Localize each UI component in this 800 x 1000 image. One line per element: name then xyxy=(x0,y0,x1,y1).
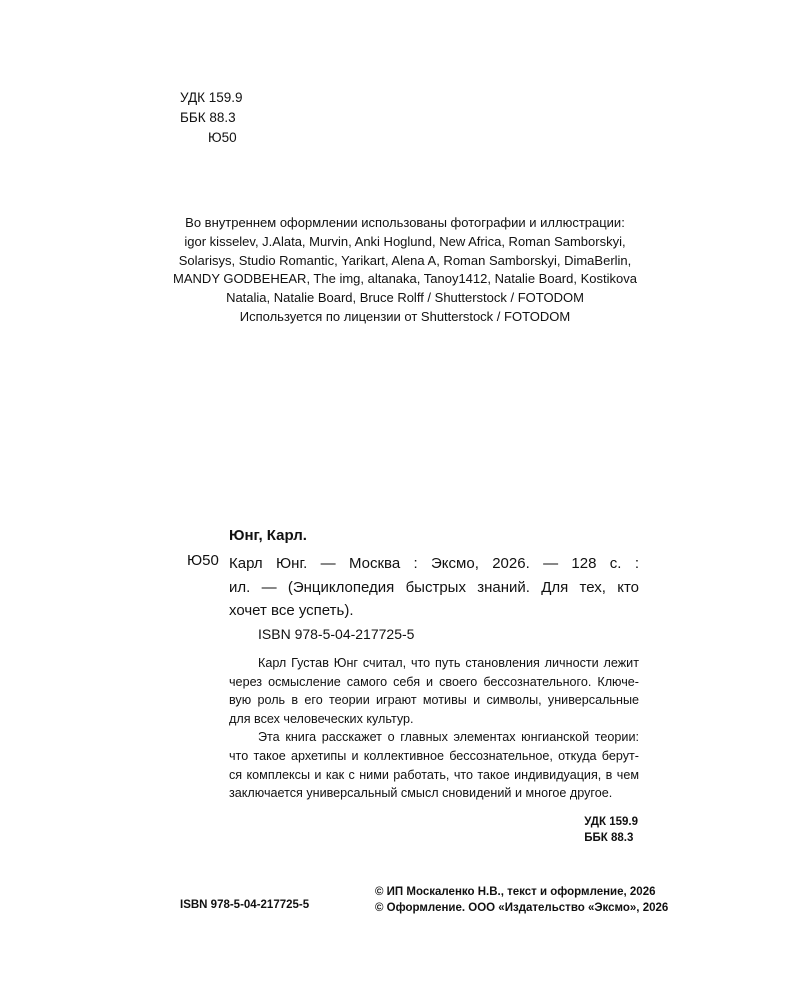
annotation-line: Карл Густав Юнг считал, что путь становления личности лежит xyxy=(258,656,639,670)
license-line: Используется по лицензии от Shutterstock / FOTODOM xyxy=(239,308,571,324)
annotation xyxy=(229,654,639,803)
annotation-line: ся комплексы и как с ними работать, что такое индивидуация, в чем xyxy=(229,767,639,782)
credits-line: MANDY GODBEHEAR, The img, altanaka, Tanoy1412, Natalie Board, Kostikova xyxy=(173,271,637,287)
bibliographic-record xyxy=(229,552,639,623)
author-heading: Юнг, Карл. xyxy=(229,527,307,544)
annotation-line: для всех человеческих культур. xyxy=(229,711,414,726)
classification-header xyxy=(180,88,243,148)
bib-line: хочет все успеть). xyxy=(229,602,354,619)
annotation-line: через осмысление самого себя и своего бессознательного. Ключе- xyxy=(229,674,639,689)
copyright-text: © ИП Москаленко Н.В., текст и оформление, 2026 xyxy=(375,886,656,898)
bib-line: ил. — (Энциклопедия быстрых знаний. Для тех, кто xyxy=(229,578,639,596)
credits-line: Solarisys, Studio Romantic, Yarikart, Alena A, Roman Samborskyi, DimaBerlin, xyxy=(178,252,632,268)
bib-line: Карл Юнг. — Москва : Эксмо, 2026. — 128 с. : xyxy=(229,555,639,572)
annotation-line: Эта книга расскажет о главных элементах юнгианской теории: xyxy=(258,730,639,745)
credits-line: igor kisselev, J.Alata, Murvin, Anki Hoglund, New Africa, Roman Samborskyi, xyxy=(184,233,626,249)
isbn-footer: ISBN 978-5-04-217725-5 xyxy=(180,899,310,911)
credits-line: Natalia, Natalie Board, Bruce Rolff / Shutterstock / FOTODOM xyxy=(226,290,584,306)
classification-footer xyxy=(584,814,638,846)
annotation-line: заключается универсальный смысл сновидений и многое другое. xyxy=(229,786,613,801)
credits-line: Во внутреннем оформлении использованы фотографии и иллюстрации: xyxy=(185,215,625,230)
author-sign-code: Ю50 xyxy=(187,552,219,569)
annotation-line: что такое архетипы и коллективное бессознательное, откуда берут- xyxy=(229,748,639,763)
annotation-line: вую роль в его теории играют мотивы и символы, универсальные xyxy=(229,693,639,708)
isbn: ISBN 978-5-04-217725-5 xyxy=(258,626,415,642)
udk-code-bottom: УДК 159.9 xyxy=(584,816,638,828)
copyright-design: © Оформление. ООО «Издательство «Эксмо», 2026 xyxy=(375,902,669,914)
bbk-code: ББК 88.3 xyxy=(180,110,236,125)
image-credits xyxy=(170,214,640,327)
copyright-block xyxy=(375,884,668,916)
bbk-code-bottom: ББК 88.3 xyxy=(584,832,634,844)
udk-code: УДК 159.9 xyxy=(180,90,243,105)
author-sign: Ю50 xyxy=(208,130,237,145)
